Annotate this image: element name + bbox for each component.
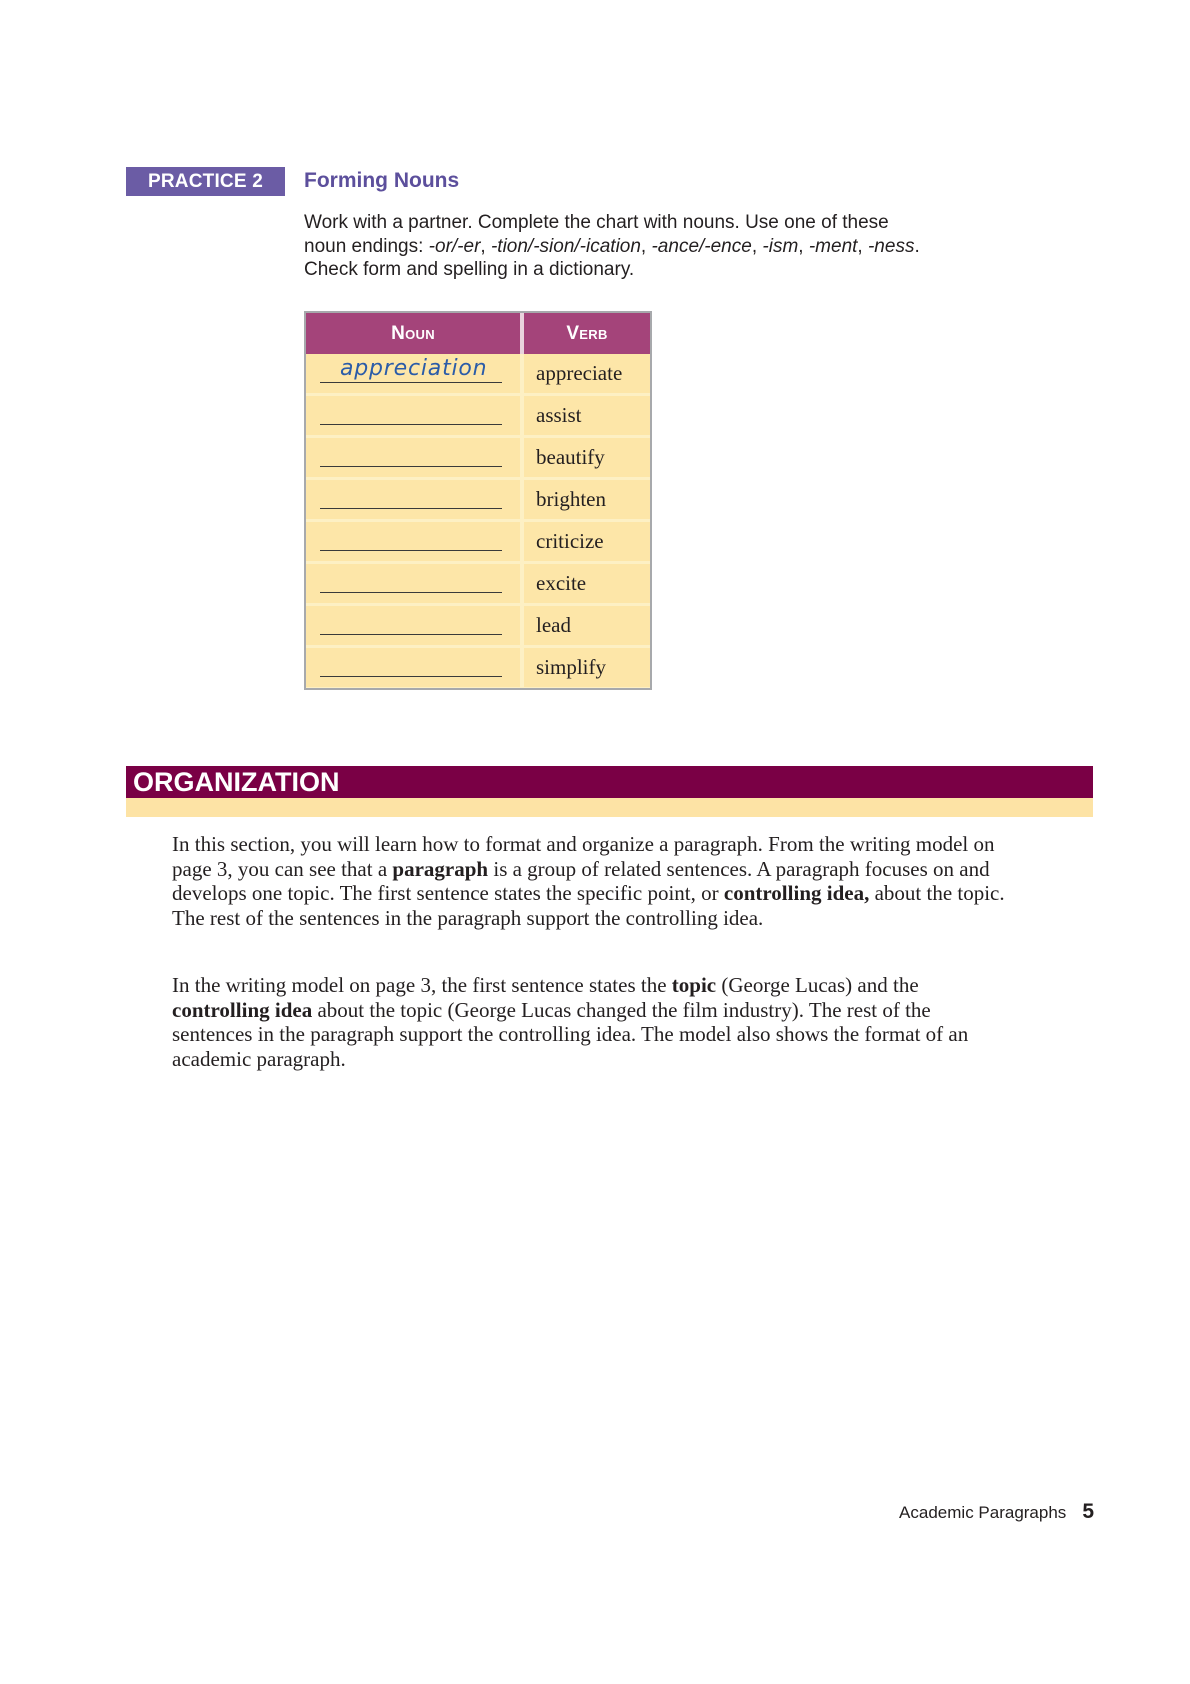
term-controlling-idea: controlling idea, (723, 881, 870, 906)
header-verb: Verb (566, 322, 608, 344)
ending-ness: -ness (867, 235, 915, 257)
noun-answer-blank[interactable] (320, 424, 502, 425)
verb-cell: lead (536, 613, 571, 637)
term-paragraph: paragraph (392, 856, 489, 881)
organization-paragraph-2 (172, 973, 1012, 1071)
noun-answer-blank[interactable] (320, 382, 502, 383)
ending-ism: -ism (762, 235, 799, 257)
noun-answer-blank[interactable] (320, 676, 502, 677)
term-controlling-idea: controlling idea (172, 997, 313, 1022)
column-separator (520, 354, 524, 393)
text-run: about the topic (George Lucas changed the film industry). The rest of the sentences in the paragraph support the controlling idea. The model also shows the format of an academic paragraph. (172, 997, 969, 1071)
column-separator (520, 564, 524, 603)
noun-answer-blank[interactable] (320, 592, 502, 593)
chart-row (306, 522, 650, 561)
practice-instructions (304, 211, 1024, 282)
ending-or-er: -or/-er (428, 235, 481, 257)
text-run: (George Lucas) and the (716, 973, 919, 997)
chart-row (306, 354, 650, 393)
noun-answer-blank[interactable] (320, 508, 502, 509)
practice-title: Forming Nouns (304, 169, 460, 192)
text-run: is a group of related sentences. A paragraph focuses on and develops one topic. The first sentence states the specific point, or (172, 856, 990, 906)
column-separator (520, 396, 524, 435)
instructions-line-1: Work with a partner. Complete the chart with nouns. Use one of these (304, 212, 889, 233)
column-separator (520, 522, 524, 561)
organization-paragraph-1 (172, 832, 1012, 930)
chart-row (306, 438, 650, 477)
chart-row (306, 606, 650, 645)
column-separator (520, 480, 524, 519)
ending-tion: -tion/-sion/-ication (490, 235, 641, 257)
term-topic: topic (671, 973, 717, 997)
noun-answer-blank[interactable] (320, 466, 502, 467)
instructions-line-2: noun endings: -or/-er, -tion/-sion/-ication, -ance/-ence, -ism, -ment, -ness. (304, 235, 920, 257)
organization-heading: ORGANIZATION (133, 767, 340, 797)
noun-verb-chart (304, 311, 652, 690)
verb-cell: brighten (536, 487, 606, 511)
verb-cell: simplify (536, 655, 607, 679)
instructions-prefix: noun endings: (304, 235, 429, 257)
ending-ment: -ment (808, 235, 858, 257)
verb-cell: beautify (536, 445, 605, 469)
organization-heading-underbar (126, 798, 1093, 817)
ending-ance: -ance/-ence (651, 235, 752, 257)
chart-row (306, 564, 650, 603)
column-separator (520, 606, 524, 645)
chart-row (306, 648, 650, 687)
header-noun: Noun (391, 322, 435, 344)
verb-cell: appreciate (536, 361, 623, 385)
verb-cell: criticize (536, 529, 604, 553)
column-separator (520, 648, 524, 687)
noun-answer-handwritten: appreciation (340, 356, 488, 381)
noun-answer-blank[interactable] (320, 634, 502, 635)
text-run: In this section, you will learn how to format and organize a paragraph. From the writing model on page 3, you can see that a (172, 832, 995, 881)
text-run: In the writing model on page 3, the first sentence states the (172, 973, 672, 997)
text-run: about the topic. The rest of the sentences in the paragraph support the controlling idea. (172, 881, 1005, 930)
verb-cell: assist (536, 403, 582, 427)
verb-cell: excite (536, 571, 587, 595)
footer-title: Academic Paragraphs (899, 1503, 1067, 1522)
page-footer (899, 1500, 1094, 1524)
page-number: 5 (1082, 1500, 1094, 1523)
organization-heading-bar (126, 766, 1093, 798)
chart-header (306, 313, 650, 354)
instructions-line-3: Check form and spelling in a dictionary. (304, 259, 635, 280)
noun-answer-blank[interactable] (320, 550, 502, 551)
chart-row (306, 396, 650, 435)
practice-label: PRACTICE 2 (126, 167, 285, 196)
column-separator (520, 438, 524, 477)
chart-row (306, 480, 650, 519)
